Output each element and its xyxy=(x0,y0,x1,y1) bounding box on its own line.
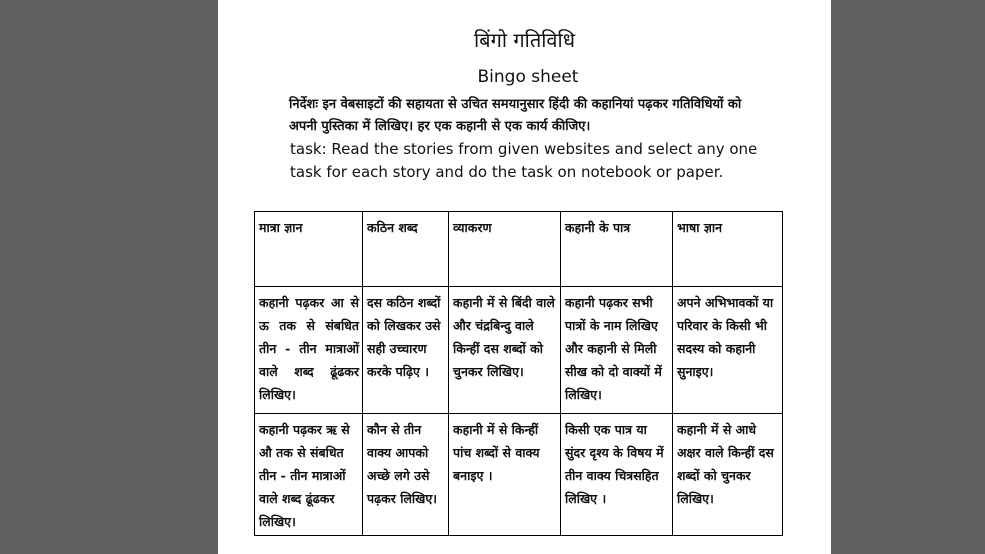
header-vyakaran: व्याकरण xyxy=(449,212,561,287)
table-cell: कहानी पढ़कर आ से ऊ तक से संबधित तीन - तीन मात्राओं वाले शब्द ढूंढकर लिखिए। xyxy=(255,287,363,414)
table-cell: कहानी पढ़कर सभी पात्रों के नाम लिखिए और कहानी से मिली सीख को दो वाक्यों में लिखिए। xyxy=(561,287,673,414)
table-row xyxy=(255,287,783,414)
table-cell: कहानी में से किन्हीं पांच शब्दों से वाक्य बनाइए । xyxy=(449,414,561,536)
header-matra-gyan: मात्रा ज्ञान xyxy=(255,212,363,287)
table-cell: किसी एक पात्र या सुंदर दृश्य के विषय में तीन वाक्य चित्रसहित लिखिए । xyxy=(561,414,673,536)
header-kahani-ke-patra: कहानी के पात्र xyxy=(561,212,673,287)
table-cell: कहानी में से बिंदी वाले और चंद्रबिन्दु वाले किन्हीं दस शब्दों को चुनकर लिखिए। xyxy=(449,287,561,414)
table-header-row xyxy=(255,212,783,287)
table-cell: अपने अभिभावकों या परिवार के किसी भी सदस्य को कहानी सुनाइए। xyxy=(673,287,783,414)
table-cell: कहानी पढ़कर ऋ से औ तक से संबधित तीन - तीन मात्राओं वाले शब्द ढूंढकर लिखिए। xyxy=(255,414,363,536)
instructions-english: task: Read the stories from given websites and select any one task for each story and do the task on notebook or paper. xyxy=(290,140,758,181)
bingo-table xyxy=(254,211,783,536)
table-cell: दस कठिन शब्दों को लिखकर उसे सही उच्चारण करके पढ़िए । xyxy=(363,287,449,414)
table-cell: कौन से तीन वाक्य आपको अच्छे लगे उसे पढ़कर लिखिए। xyxy=(363,414,449,536)
header-bhasha-gyan: भाषा ज्ञान xyxy=(673,212,783,287)
header-kathin-shabd: कठिन शब्द xyxy=(363,212,449,287)
document-page xyxy=(218,0,831,554)
page-title-english: Bingo sheet xyxy=(477,67,579,87)
page-title-hindi: बिंगो गतिविधि xyxy=(473,28,576,52)
table-row xyxy=(255,414,783,536)
instructions-hindi: निर्देशः इन वेबसाइटों की सहायता से उचित समयानुसार हिंदी की कहानियां पढ़कर गतिविधियों को अपनी पुस्तिका में लिखिए। हर एक कहानी से एक कार्य कीजिए। xyxy=(289,97,742,134)
table-cell: कहानी में से आधे अक्षर वाले किन्हीं दस शब्दों को चुनकर लिखिए। xyxy=(673,414,783,536)
